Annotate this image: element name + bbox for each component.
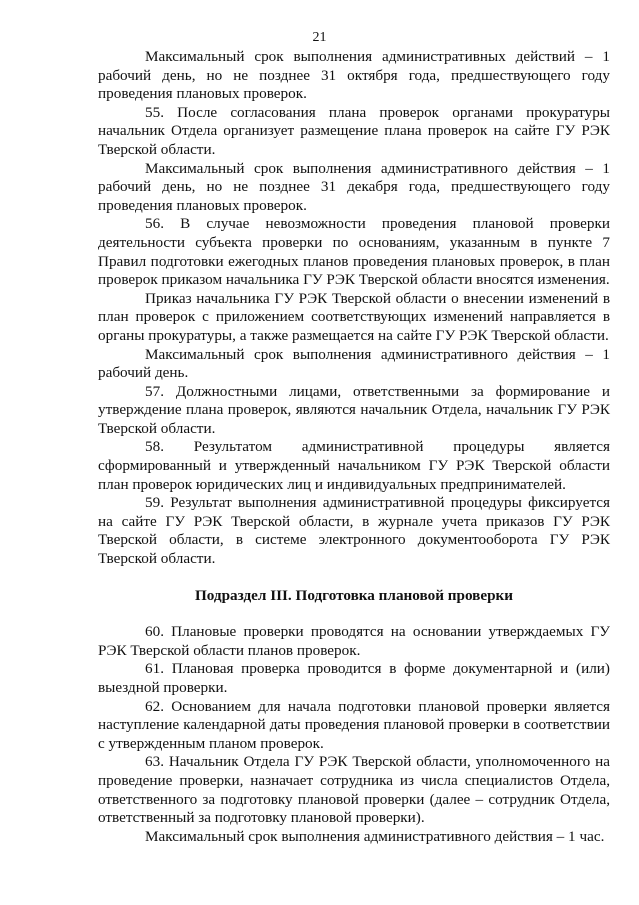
paragraph-deadline-one-hour: Максимальный срок выполнения административного действия – 1 час. <box>145 827 605 845</box>
paragraph-58: 58. Результатом административной процедуры является сформированный и утвержденный начальником ГУ РЭК Тверской области план проверок юридических лиц и индивидуальных предпринимателей. <box>98 438 610 493</box>
paragraph-61: 61. Плановая проверка проводится в форме документарной и (или) выездной проверки. <box>98 660 610 696</box>
paragraph-60: 60. Плановые проверки проводятся на основании утверждаемых ГУ РЭК Тверской области планов проверок. <box>98 623 610 659</box>
paragraph-deadline-october: Максимальный срок выполнения административных действий – 1 рабочий день, но не позднее 31 октября года, предшествующего году проведения плановых проверок. <box>98 48 610 103</box>
page-number: 21 <box>312 30 327 45</box>
paragraph-order-changes: Приказ начальника ГУ РЭК Тверской области о внесении изменений в план проверок с приложением соответствующих изменений направляется в органы прокуратуры, а также размещается на сайте ГУ РЭК Тверской области. <box>98 289 610 344</box>
document-body <box>98 48 610 846</box>
paragraph-deadline-december: Максимальный срок выполнения административного действия – 1 рабочий день, но не позднее 31 декабря года, предшествующего году проведения плановых проверок. <box>98 159 610 214</box>
paragraph-57: 57. Должностными лицами, ответственными за формирование и утверждение плана проверок, являются начальник Отдела, начальник ГУ РЭК Тверской области. <box>98 382 610 437</box>
paragraph-56: 56. В случае невозможности проведения плановой проверки деятельности субъекта проверки по основаниям, указанным в пункте 7 Правил подготовки ежегодных планов проведения плановых проверок, в план проверок приказом начальника ГУ РЭК Тверской области вносятся изменения. <box>98 215 610 289</box>
section-heading: Подраздел III. Подготовка плановой проверки <box>194 586 514 604</box>
paragraph-59: 59. Результат выполнения административной процедуры фиксируется на сайте ГУ РЭК Тверской области, в журнале учета приказов ГУ РЭК Тверской области, в системе электронного документооборота ГУ РЭК Тверской области. <box>98 494 610 568</box>
paragraph-55: 55. После согласования плана проверок органами прокуратуры начальник Отдела организует размещение плана проверок на сайте ГУ РЭК Тверской области. <box>98 103 610 158</box>
paragraph-deadline-one-day: Максимальный срок выполнения административного действия – 1 рабочий день. <box>98 345 610 382</box>
paragraph-63: 63. Начальник Отдела ГУ РЭК Тверской области, уполномоченного на проведение проверки, назначает сотрудника из числа специалистов Отдела, ответственного за подготовку плановой проверки (далее – сотрудник Отдела, ответственный за подготовку плановой проверки). <box>98 753 610 827</box>
paragraph-62: 62. Основанием для начала подготовки плановой проверки является наступление календарной даты проведения плановой проверки в соответствии с утвержденным планом проверок. <box>98 697 610 752</box>
